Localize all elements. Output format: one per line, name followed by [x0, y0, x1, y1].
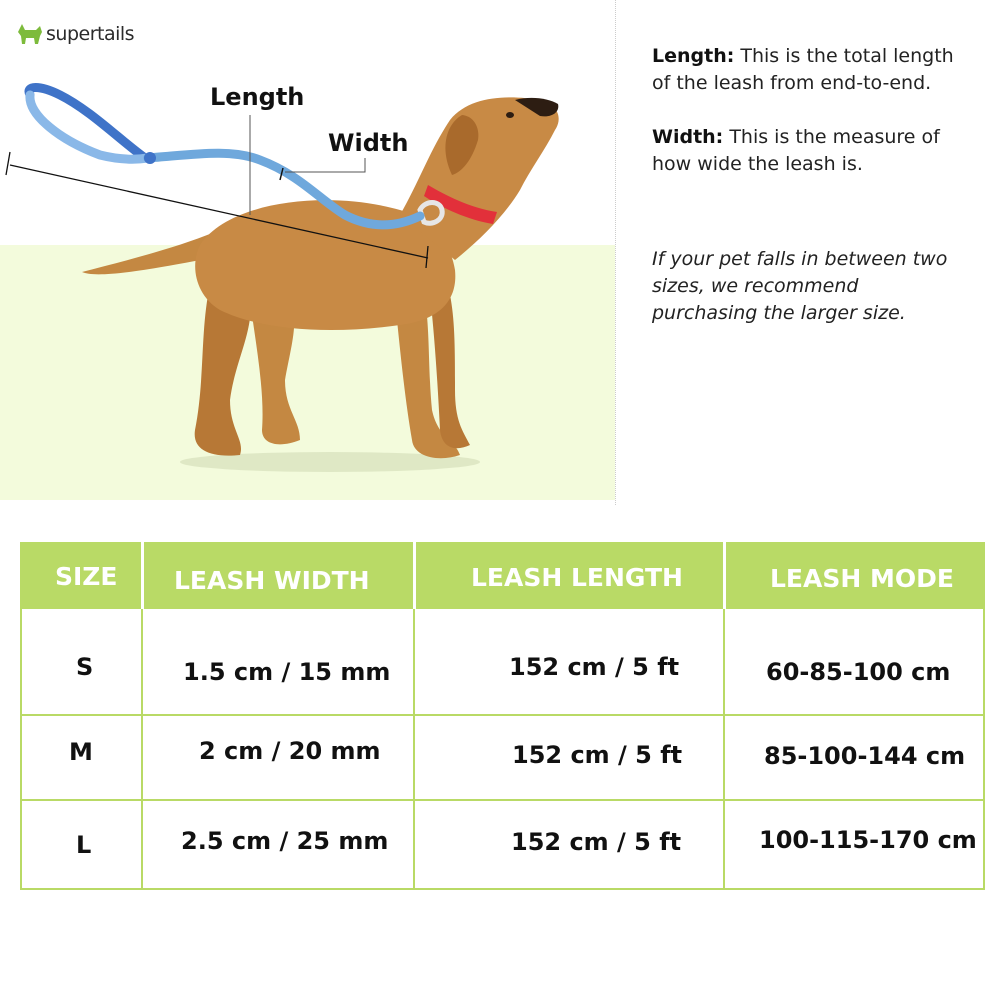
header-size: SIZE: [55, 562, 118, 591]
size-cell: L: [76, 831, 92, 859]
mode-cell: 100-115-170 cm: [759, 826, 977, 854]
length-description: This is the total length of the leash from end-to-end.: [652, 45, 954, 94]
length-label: Length: [210, 83, 305, 111]
width-cell: 2.5 cm / 25 mm: [181, 827, 389, 855]
header-leash-length: LEASH LENGTH: [471, 563, 683, 592]
size-cell: S: [76, 653, 94, 681]
dog-with-leash-illustration: [0, 0, 615, 505]
width-cell: 1.5 cm / 15 mm: [183, 658, 391, 686]
mode-cell: 60-85-100 cm: [766, 658, 951, 686]
length-definition: [652, 43, 972, 97]
header-leash-mode: LEASH MODE: [770, 564, 954, 593]
size-chart-table: [20, 542, 985, 890]
length-cell: 152 cm / 5 ft: [511, 828, 682, 856]
length-cell: 152 cm / 5 ft: [509, 653, 680, 681]
header-leash-width: LEASH WIDTH: [174, 566, 370, 595]
row-divider: [20, 799, 985, 801]
length-cell: 152 cm / 5 ft: [512, 741, 683, 769]
width-cell: 2 cm / 20 mm: [199, 737, 381, 765]
section-divider: [615, 0, 616, 505]
width-term: Width:: [652, 126, 724, 148]
width-label: Width: [328, 129, 409, 157]
size-note: [652, 246, 952, 327]
hero-illustration: [0, 0, 615, 505]
size-cell: M: [69, 738, 93, 766]
brand-logo: [16, 22, 134, 46]
mode-cell: 85-100-144 cm: [764, 742, 966, 770]
length-term: Length:: [652, 45, 735, 67]
size-note-text: If your pet falls in between two sizes, we recommend purchasing the larger size.: [652, 248, 948, 324]
brand-name: supertails: [46, 23, 135, 45]
dog-logo-icon: [16, 22, 44, 46]
width-description: This is the measure of how wide the leash is.: [652, 126, 940, 175]
row-divider: [20, 714, 985, 716]
width-definition: [652, 124, 972, 178]
